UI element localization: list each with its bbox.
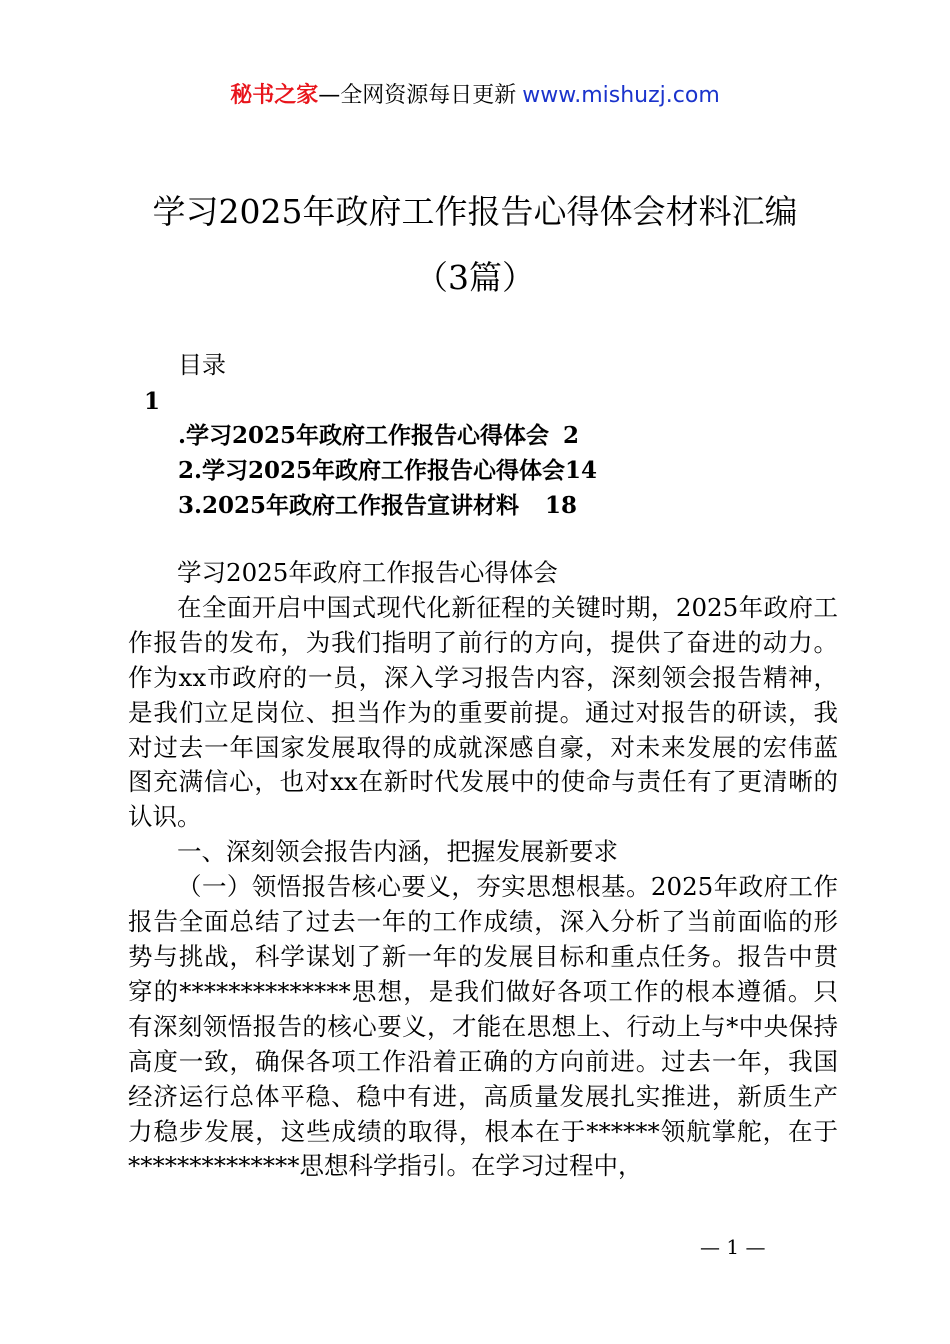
toc-item-page: 2 <box>563 422 580 449</box>
toc-item-3[interactable] <box>178 490 577 522</box>
toc-leading-number: 1 <box>144 388 161 415</box>
document-body <box>128 556 838 1184</box>
body-paragraph: 在全面开启中国式现代化新征程的关键时期，2025年政府工作报告的发布，为我们指明了前行的方向，提供了奋进的动力。作为xx市政府的一员，深入学习报告内容，深刻领会报告精神，是我们立足岗位、担当作为的重要前提。通过对报告的研读，我对过去一年国家发展取得的成就深感自豪，对未来发展的宏伟蓝图充满信心，也对xx在新时代发展中的使命与责任有了更清晰的认识。 <box>128 592 838 832</box>
toc-item-label: 2.学习2025年政府工作报告心得体会 <box>178 457 566 484</box>
site-url-link[interactable]: www.mishuzj.com <box>522 83 720 108</box>
toc-item-label: .学习2025年政府工作报告心得体会 <box>178 422 550 449</box>
body-paragraph: （一）领悟报告核心要义，夯实思想根基。2025年政府工作报告全面总结了过去一年的工作成绩，深入分析了当前面临的形势与挑战，科学谋划了新一年的发展目标和重点任务。报告中贯穿的**************思想，是我们做好各项工作的根本遵循。只有深刻领悟报告的核心要义，才能在思想上、行动上与*中央保持高度一致，确保各项工作沿着正确的方向前进。过去一年，我国经济运行总体平稳、稳中有进，高质量发展扎实推进，新质生产力稳步发展，这些成绩的取得，根本在于******领航掌舵，在于**************思想科学指引。在学习过程中， <box>128 872 838 1181</box>
document-title: 学习2025年政府工作报告心得体会材料汇编 <box>152 192 798 231</box>
section-heading: 一、深刻领会报告内涵，把握发展新要求 <box>177 837 618 867</box>
section-heading: 学习2025年政府工作报告心得体会 <box>177 558 558 587</box>
toc-item-page: 18 <box>545 492 578 519</box>
toc-item-label: 3.2025年政府工作报告宣讲材料 <box>178 492 520 519</box>
toc-item-2[interactable] <box>178 455 597 487</box>
toc-item-page: 14 <box>565 457 598 484</box>
site-header <box>0 80 950 112</box>
site-brand: 秘书之家 <box>230 83 319 108</box>
site-slogan: —全网资源每日更新 <box>318 83 517 108</box>
document-subtitle: （3篇） <box>415 258 535 297</box>
toc-heading: 目录 <box>178 351 226 379</box>
page-number: — 1 — <box>700 1235 766 1259</box>
toc-item-1[interactable] <box>178 420 579 452</box>
